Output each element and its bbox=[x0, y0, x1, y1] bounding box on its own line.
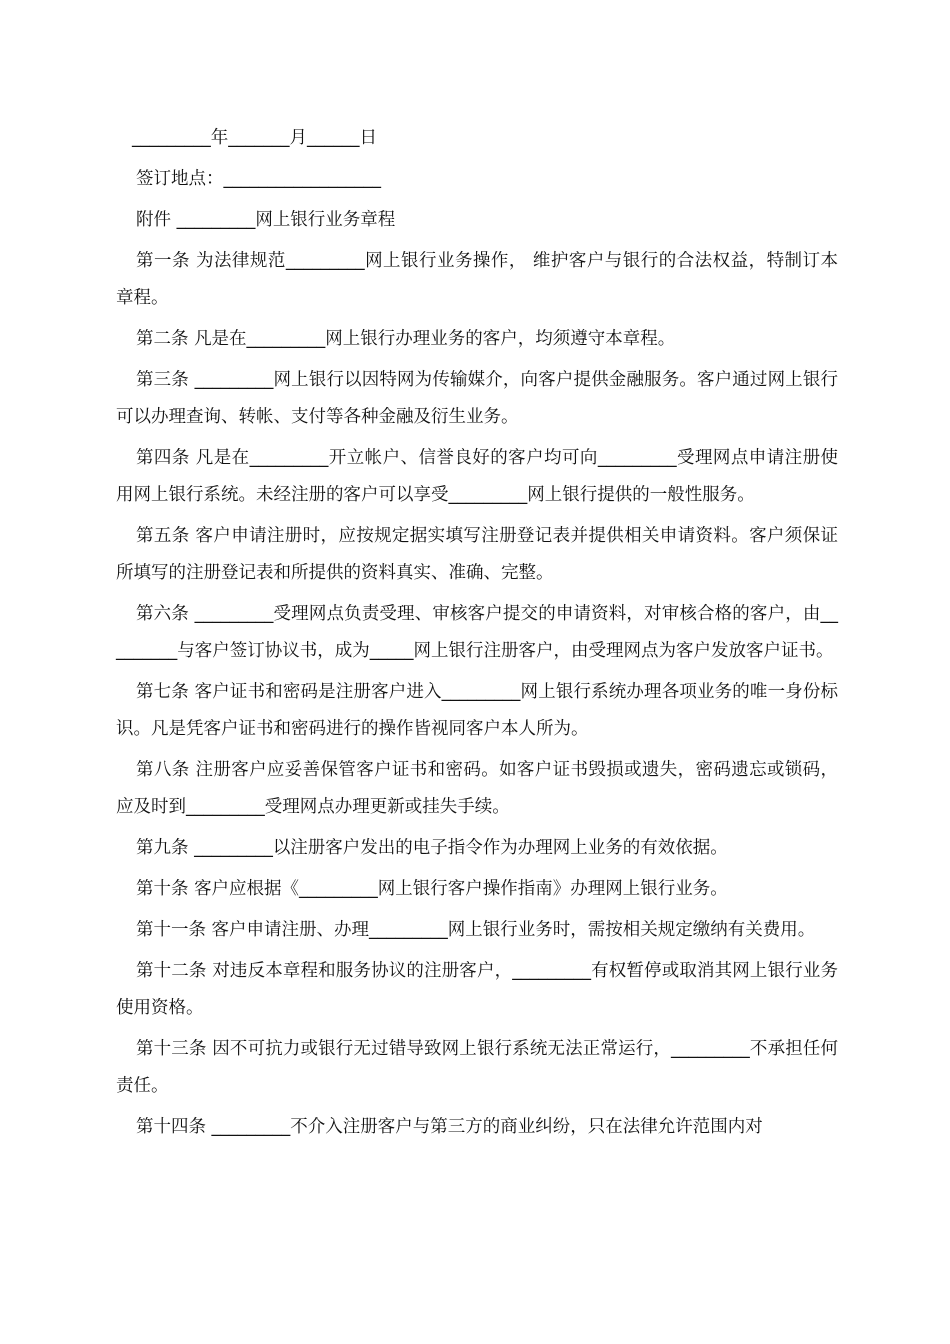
article-7: 第七条 客户证书和密码是注册客户进入_________网上银行系统办理各项业务的唯一身份标识。凡是凭客户证书和密码进行的操作皆视同客户本人所为。 bbox=[116, 682, 838, 739]
article-3: 第三条 _________网上银行以因特网为传输媒介，向客户提供金融服务。客户通过网上银行可以办理查询、转帐、支付等各种金融及衍生业务。 bbox=[116, 370, 838, 427]
date-line: _________年_______月______日 bbox=[132, 128, 377, 148]
article-1: 第一条 为法律规范_________网上银行业务操作， 维护客户与银行的合法权益，特制订本章程。 bbox=[116, 251, 838, 308]
article-13: 第十三条 因不可抗力或银行无过错导致网上银行系统无法正常运行，_________不承担任何责任。 bbox=[116, 1039, 838, 1096]
article-11: 第十一条 客户申请注册、办理_________网上银行业务时，需按相关规定缴纳有关费用。 bbox=[136, 920, 816, 940]
article-2: 第二条 凡是在_________网上银行办理业务的客户，均须遵守本章程。 bbox=[136, 329, 676, 349]
article-12: 第十二条 对违反本章程和服务协议的注册客户，_________有权暂停或取消其网上银行业务使用资格。 bbox=[116, 961, 838, 1018]
attachment-title: 附件 _________网上银行业务章程 bbox=[136, 210, 396, 230]
article-14: 第十四条 _________不介入注册客户与第三方的商业纠纷，只在法律允许范围内对 bbox=[136, 1117, 763, 1137]
article-8: 第八条 注册客户应妥善保管客户证书和密码。如客户证书毁损或遗失，密码遗忘或锁码，应及时到_________受理网点办理更新或挂失手续。 bbox=[116, 760, 838, 817]
article-4: 第四条 凡是在_________开立帐户、信誉良好的客户均可向_________受理网点申请注册使用网上银行系统。未经注册的客户可以享受_________网上银行提供的一般性服务。 bbox=[116, 448, 838, 505]
article-5: 第五条 客户申请注册时，应按规定据实填写注册登记表并提供相关申请资料。客户须保证所填写的注册登记表和所提供的资料真实、准确、完整。 bbox=[116, 526, 838, 583]
article-6: 第六条 _________受理网点负责受理、审核客户提交的申请资料，对审核合格的客户，由_________与客户签订协议书，成为_____网上银行注册客户，由受理网点为客户发放客户证书。 bbox=[116, 604, 838, 661]
document-page bbox=[116, 120, 838, 1150]
article-10: 第十条 客户应根据《_________网上银行客户操作指南》办理网上银行业务。 bbox=[136, 879, 728, 899]
signing-place-line: 签订地点：__________________ bbox=[136, 169, 381, 189]
article-9: 第九条 _________以注册客户发出的电子指令作为办理网上业务的有效依据。 bbox=[136, 838, 728, 858]
